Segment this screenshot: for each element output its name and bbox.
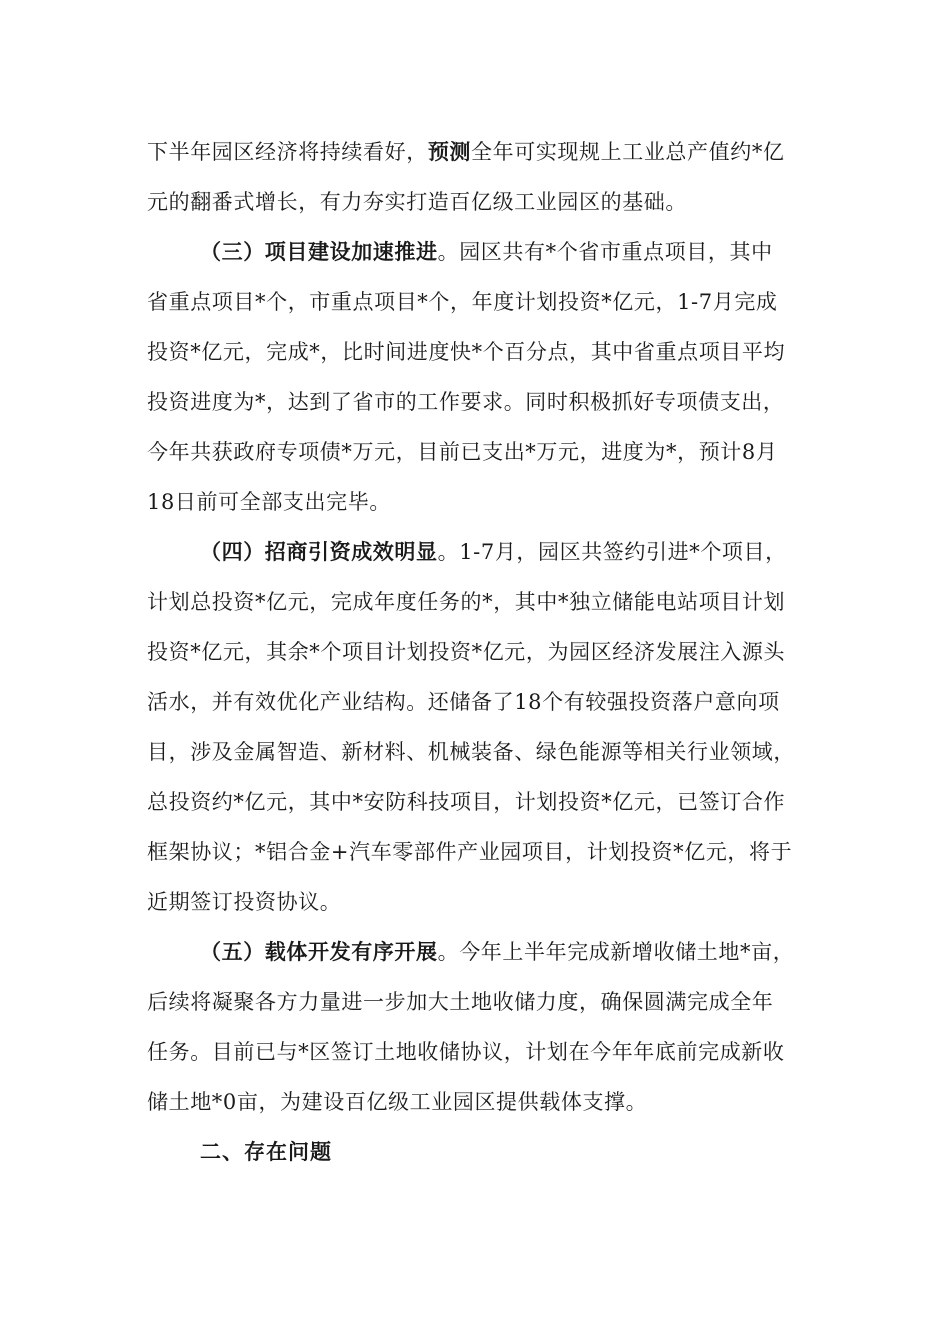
paragraph-line: 后续将凝聚各方力量进一步加大土地收储力度，确保圆满完成全年 [147, 990, 774, 1014]
text-run: 。1-7月，园区共签约引进*个项目， [437, 540, 787, 564]
paragraph-line: 框架协议；*铝合金+汽车零部件产业园项目，计划投资*亿元，将于 [147, 840, 793, 864]
paragraph-line: 活水，并有效优化产业结构。还储备了18个有较强投资落户意向项 [147, 690, 780, 714]
text-run: 全年可实现规上工业总产值约*亿 [471, 140, 785, 164]
paragraph-line: 储土地*0亩，为建设百亿级工业园区提供载体支撑。 [147, 1090, 648, 1114]
paragraph-line: 投资*亿元，其余*个项目计划投资*亿元，为园区经济发展注入源头 [147, 640, 786, 664]
section-heading: 二、存在问题 [200, 1139, 332, 1164]
paragraph-line: 投资进度为*，达到了省市的工作要求。同时积极抓好专项债支出， [147, 390, 785, 414]
paragraph-line: 近期签订投资协议。 [147, 890, 342, 914]
text-run: 下半年园区经济将持续看好， [147, 140, 428, 164]
paragraph-line [200, 539, 787, 565]
paragraph-line: 计划总投资*亿元，完成年度任务的*，其中*独立储能电站项目计划 [147, 590, 786, 614]
text-run: 。园区共有*个省市重点项目，其中 [437, 240, 773, 264]
paragraph-line: 任务。目前已与*区签订土地收储协议，计划在今年年底前完成新收 [147, 1040, 785, 1064]
paragraph-line [147, 139, 785, 165]
paragraph-line: 18日前可全部支出完毕。 [147, 490, 391, 514]
paragraph-line: 总投资约*亿元，其中*安防科技项目，计划投资*亿元，已签订合作 [147, 790, 786, 814]
paragraph-line: 投资*亿元，完成*，比时间进度快*个百分点，其中省重点项目平均 [147, 340, 786, 364]
paragraph-line: 今年共获政府专项债*万元，目前已支出*万元，进度为*，预计8月 [147, 440, 778, 464]
section-subheading: （四）招商引资成效明显 [200, 539, 438, 564]
text-run: 。今年上半年完成新增收储土地*亩， [437, 940, 795, 964]
paragraph-line: 目，涉及金属智造、新材料、机械装备、绿色能源等相关行业领域， [147, 740, 795, 764]
section-subheading: （三）项目建设加速推进 [200, 239, 438, 264]
paragraph-line: 元的翻番式增长，有力夯实打造百亿级工业园区的基础。 [147, 190, 687, 214]
bold-text-run: 预测 [427, 139, 472, 164]
paragraph-line: 省重点项目*个，市重点项目*个，年度计划投资*亿元，1-7月完成 [147, 290, 778, 314]
section-subheading: （五）载体开发有序开展 [200, 939, 438, 964]
paragraph-line [200, 239, 773, 265]
paragraph-line [200, 939, 794, 965]
